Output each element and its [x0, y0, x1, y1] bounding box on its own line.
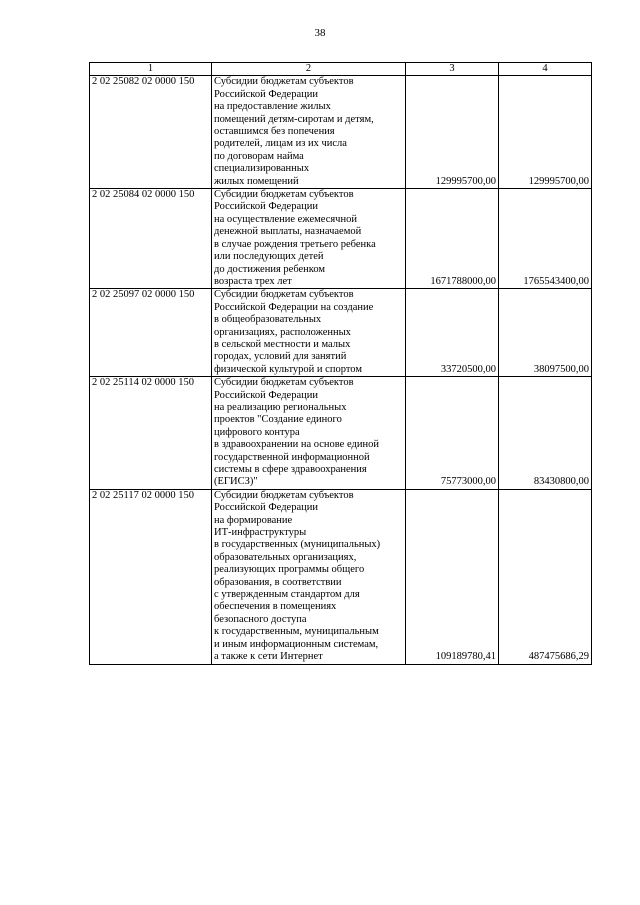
description-line: возраста трех лет: [214, 275, 292, 287]
description-line: в сельской местности и малых: [214, 338, 351, 350]
description-line: к государственным, муниципальным: [214, 626, 379, 638]
description-line: организациях, расположенных: [214, 326, 351, 338]
description-line: Российской Федерации: [214, 201, 318, 213]
revenue-code-cell: 2 02 25117 02 0000 150: [90, 489, 212, 664]
description-line: Российской Федерации на создание: [214, 301, 374, 313]
description-line: цифрового контура: [214, 426, 300, 438]
description-line: Российской Федерации: [214, 389, 318, 401]
amount-col4-cell: 83430800,00: [499, 377, 592, 490]
description-line: в общеобразовательных: [214, 314, 322, 326]
revenue-code-cell: 2 02 25084 02 0000 150: [90, 189, 212, 289]
description-line: системы в сфере здравоохранения: [214, 464, 367, 475]
description-line: на реализацию региональных: [214, 401, 347, 413]
revenue-code-cell: 2 02 25082 02 0000 150: [90, 76, 212, 189]
description-line: Субсидии бюджетам субъектов: [214, 189, 354, 201]
description-line: Субсидии бюджетам субъектов: [214, 377, 354, 389]
description-line: оставшимся без попечения: [214, 126, 335, 138]
revenue-code-cell: 2 02 25114 02 0000 150: [90, 377, 212, 490]
description-line: по договорам найма: [214, 150, 304, 162]
description-line: безопасного доступа: [214, 613, 307, 625]
description-line: до достижения ребенком: [214, 263, 326, 275]
description-line: городах, условий для занятий: [214, 351, 347, 363]
description-cell: [212, 489, 406, 664]
page-number: 38: [314, 27, 326, 39]
description-line: на осуществление ежемесячной: [214, 213, 357, 225]
description-line: проектов "Создание единого: [214, 414, 342, 426]
amount-col3-cell: 109189780,41: [406, 489, 499, 664]
description-line: с утвержденным стандартом для: [214, 589, 360, 601]
description-cell: [212, 189, 406, 289]
description-line: денежной выплаты, назначаемой: [214, 226, 362, 238]
description-cell: [212, 377, 406, 490]
description-line: в случае рождения третьего ребенка: [214, 238, 376, 250]
description-line: а также к сети Интернет: [214, 651, 323, 663]
description-line: помещений детям-сиротам и детям,: [214, 113, 374, 125]
description-line: образования, в соответствии: [214, 576, 342, 588]
table-row: [90, 189, 592, 289]
table-header-row: [90, 63, 592, 76]
description-line: на предоставление жилых: [214, 101, 331, 113]
description-line: физической культурой и спортом: [214, 363, 362, 375]
amount-col4-cell: 38097500,00: [499, 289, 592, 377]
description-line: жилых помещений: [214, 175, 299, 187]
description-line: Российской Федерации: [214, 88, 318, 100]
amount-col4-cell: 487475686,29: [499, 489, 592, 664]
column-header-1: 1: [90, 63, 212, 76]
amount-col4-cell: 129995700,00: [499, 76, 592, 189]
column-header-3: 3: [406, 63, 499, 76]
description-line: или последующих детей: [214, 251, 324, 263]
description-line: образовательных организациях,: [214, 551, 357, 563]
description-line: ИТ-инфраструктуры: [214, 527, 307, 539]
table-row: [90, 289, 592, 377]
column-header-4: 4: [499, 63, 592, 76]
amount-col3-cell: 1671788000,00: [406, 189, 499, 289]
description-line: и иным информационным системам,: [214, 638, 379, 650]
amount-col3-cell: 33720500,00: [406, 289, 499, 377]
description-line: в государственных (муниципальных): [214, 539, 381, 551]
description-line: Российской Федерации: [214, 502, 318, 514]
description-line: реализующих программы общего: [214, 564, 365, 576]
description-line: Субсидии бюджетам субъектов: [214, 76, 354, 88]
description-line: специализированных: [214, 163, 310, 175]
amount-col3-cell: 75773000,00: [406, 377, 499, 490]
budget-table: [89, 62, 592, 665]
amount-col3-cell: 129995700,00: [406, 76, 499, 189]
table-body: [90, 76, 592, 664]
description-cell: [212, 76, 406, 189]
description-line: родителей, лицам из их числа: [214, 138, 347, 150]
description-line: (ЕГИСЗ)": [214, 476, 258, 488]
column-header-2: 2: [212, 63, 406, 76]
description-line: государственной информационной: [214, 451, 370, 463]
revenue-code-cell: 2 02 25097 02 0000 150: [90, 289, 212, 377]
description-line: Субсидии бюджетам субъектов: [214, 489, 354, 501]
description-line: Субсидии бюджетам субъектов: [214, 289, 354, 301]
description-line: на формирование: [214, 514, 293, 526]
table-row: [90, 377, 592, 490]
description-line: в здравоохранении на основе единой: [214, 439, 379, 451]
amount-col4-cell: 1765543400,00: [499, 189, 592, 289]
description-line: обеспечения в помещениях: [214, 601, 337, 613]
description-cell: [212, 289, 406, 377]
table-row: [90, 489, 592, 664]
table-row: [90, 76, 592, 189]
